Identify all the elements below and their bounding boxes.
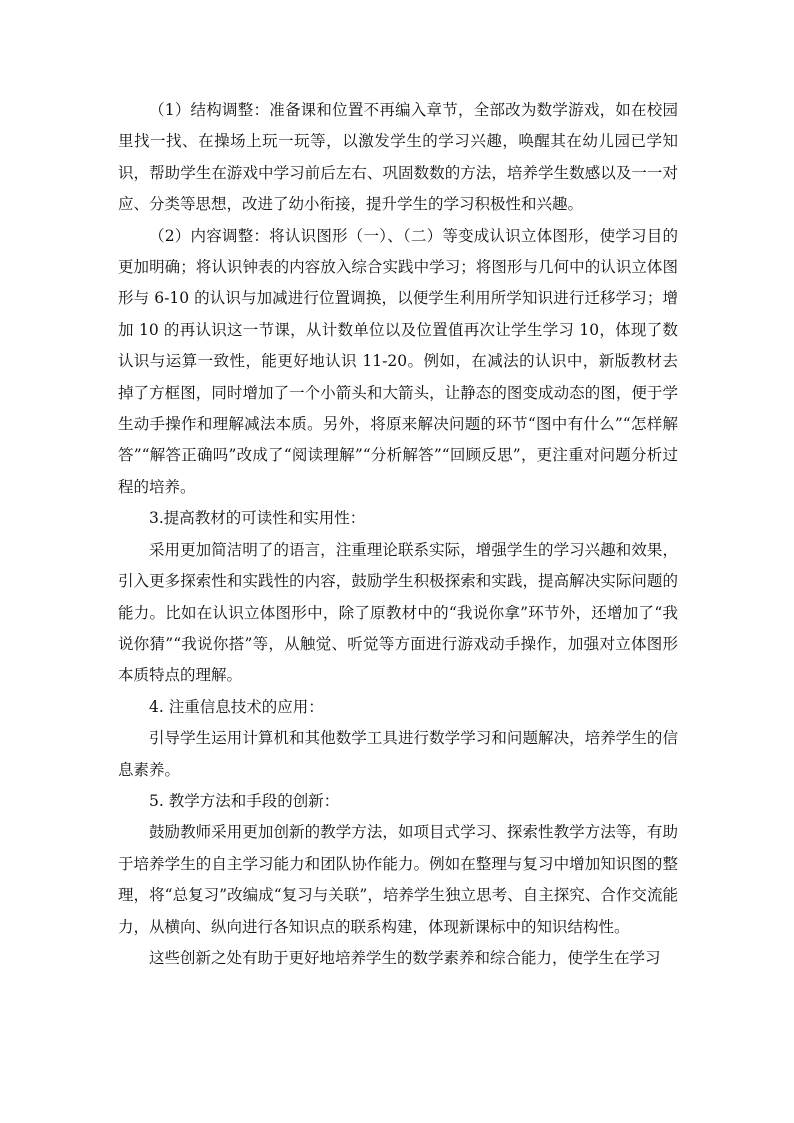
document-body	[118, 95, 678, 974]
paragraph-conclusion: 这些创新之处有助于更好地培养学生的数学素养和综合能力，使学生在学习	[149, 948, 661, 967]
heading-readability: 3.提高教材的可读性和实用性：	[149, 509, 366, 528]
paragraph-information-technology: 引导学生运用计算机和其他数学工具进行数学学习和问题解决，培养学生的信息素养。	[118, 729, 678, 779]
paragraph-teaching-methods: 鼓励教师采用更加创新的教学方法，如项目式学习、探索性教学方法等，有助于培养学生的自主学习能力和团队协作能力。例如在整理与复习中增加知识图的整理，将“总复习”改编成“复习与关联”，培养学生独立思考、自主探究、合作交流能力，从横向、纵向进行各知识点的联系构建，体现新课标中的知识结构性。	[118, 823, 678, 936]
heading-teaching-methods: 5. 教学方法和手段的创新：	[149, 791, 340, 810]
paragraph-readability: 采用更加简洁明了的语言，注重理论联系实际，增强学生的学习兴趣和效果，引入更多探索性和实践性的内容，鼓励学生积极探索和实践，提高解决实际问题的能力。比如在认识立体图形中，除了原教材中的“我说你拿”环节外，还增加了“我说你猜”“我说你搭”等，从触觉、听觉等方面进行游戏动手操作，加强对立体图形本质特点的理解。	[118, 540, 678, 685]
heading-information-technology: 4. 注重信息技术的应用：	[149, 697, 324, 716]
paragraph-content-adjustment: （2）内容调整：将认识图形（一）、（二）等变成认识立体图形，使学习目的更加明确；将认识钟表的内容放入综合实践中学习；将图形与几何中的认识立体图形与 6-10 的认识与加减进行位置调换，以便学生利用所学知识进行迁移学习；增加 10 的再认识这一节课，从计数单位以及位置值再次让学生学习 10，体现了数认识与运算一致性，能更好地认识 11-20。例如，在减法的认识中，新版教材去掉了方框图，同时增加了一个小箭头和大箭头，让静态的图变成动态的图，便于学生动手操作和理解减法本质。另外，将原来解决问题的环节“图中有什么”“怎样解答”“解答正确吗”改成了“阅读理解”“分析解答”“回顾反思”，更注重对问题分析过程的培养。	[118, 226, 678, 496]
paragraph-structure-adjustment: （1）结构调整：准备课和位置不再编入章节，全部改为数学游戏，如在校园里找一找、在操场上玩一玩等，以激发学生的学习兴趣，唤醒其在幼儿园已学知识，帮助学生在游戏中学习前后左右、巩固数数的方法，培养学生数感以及一一对应、分类等思想，改进了幼小衔接，提升学生的学习积极性和兴趣。	[118, 101, 678, 214]
